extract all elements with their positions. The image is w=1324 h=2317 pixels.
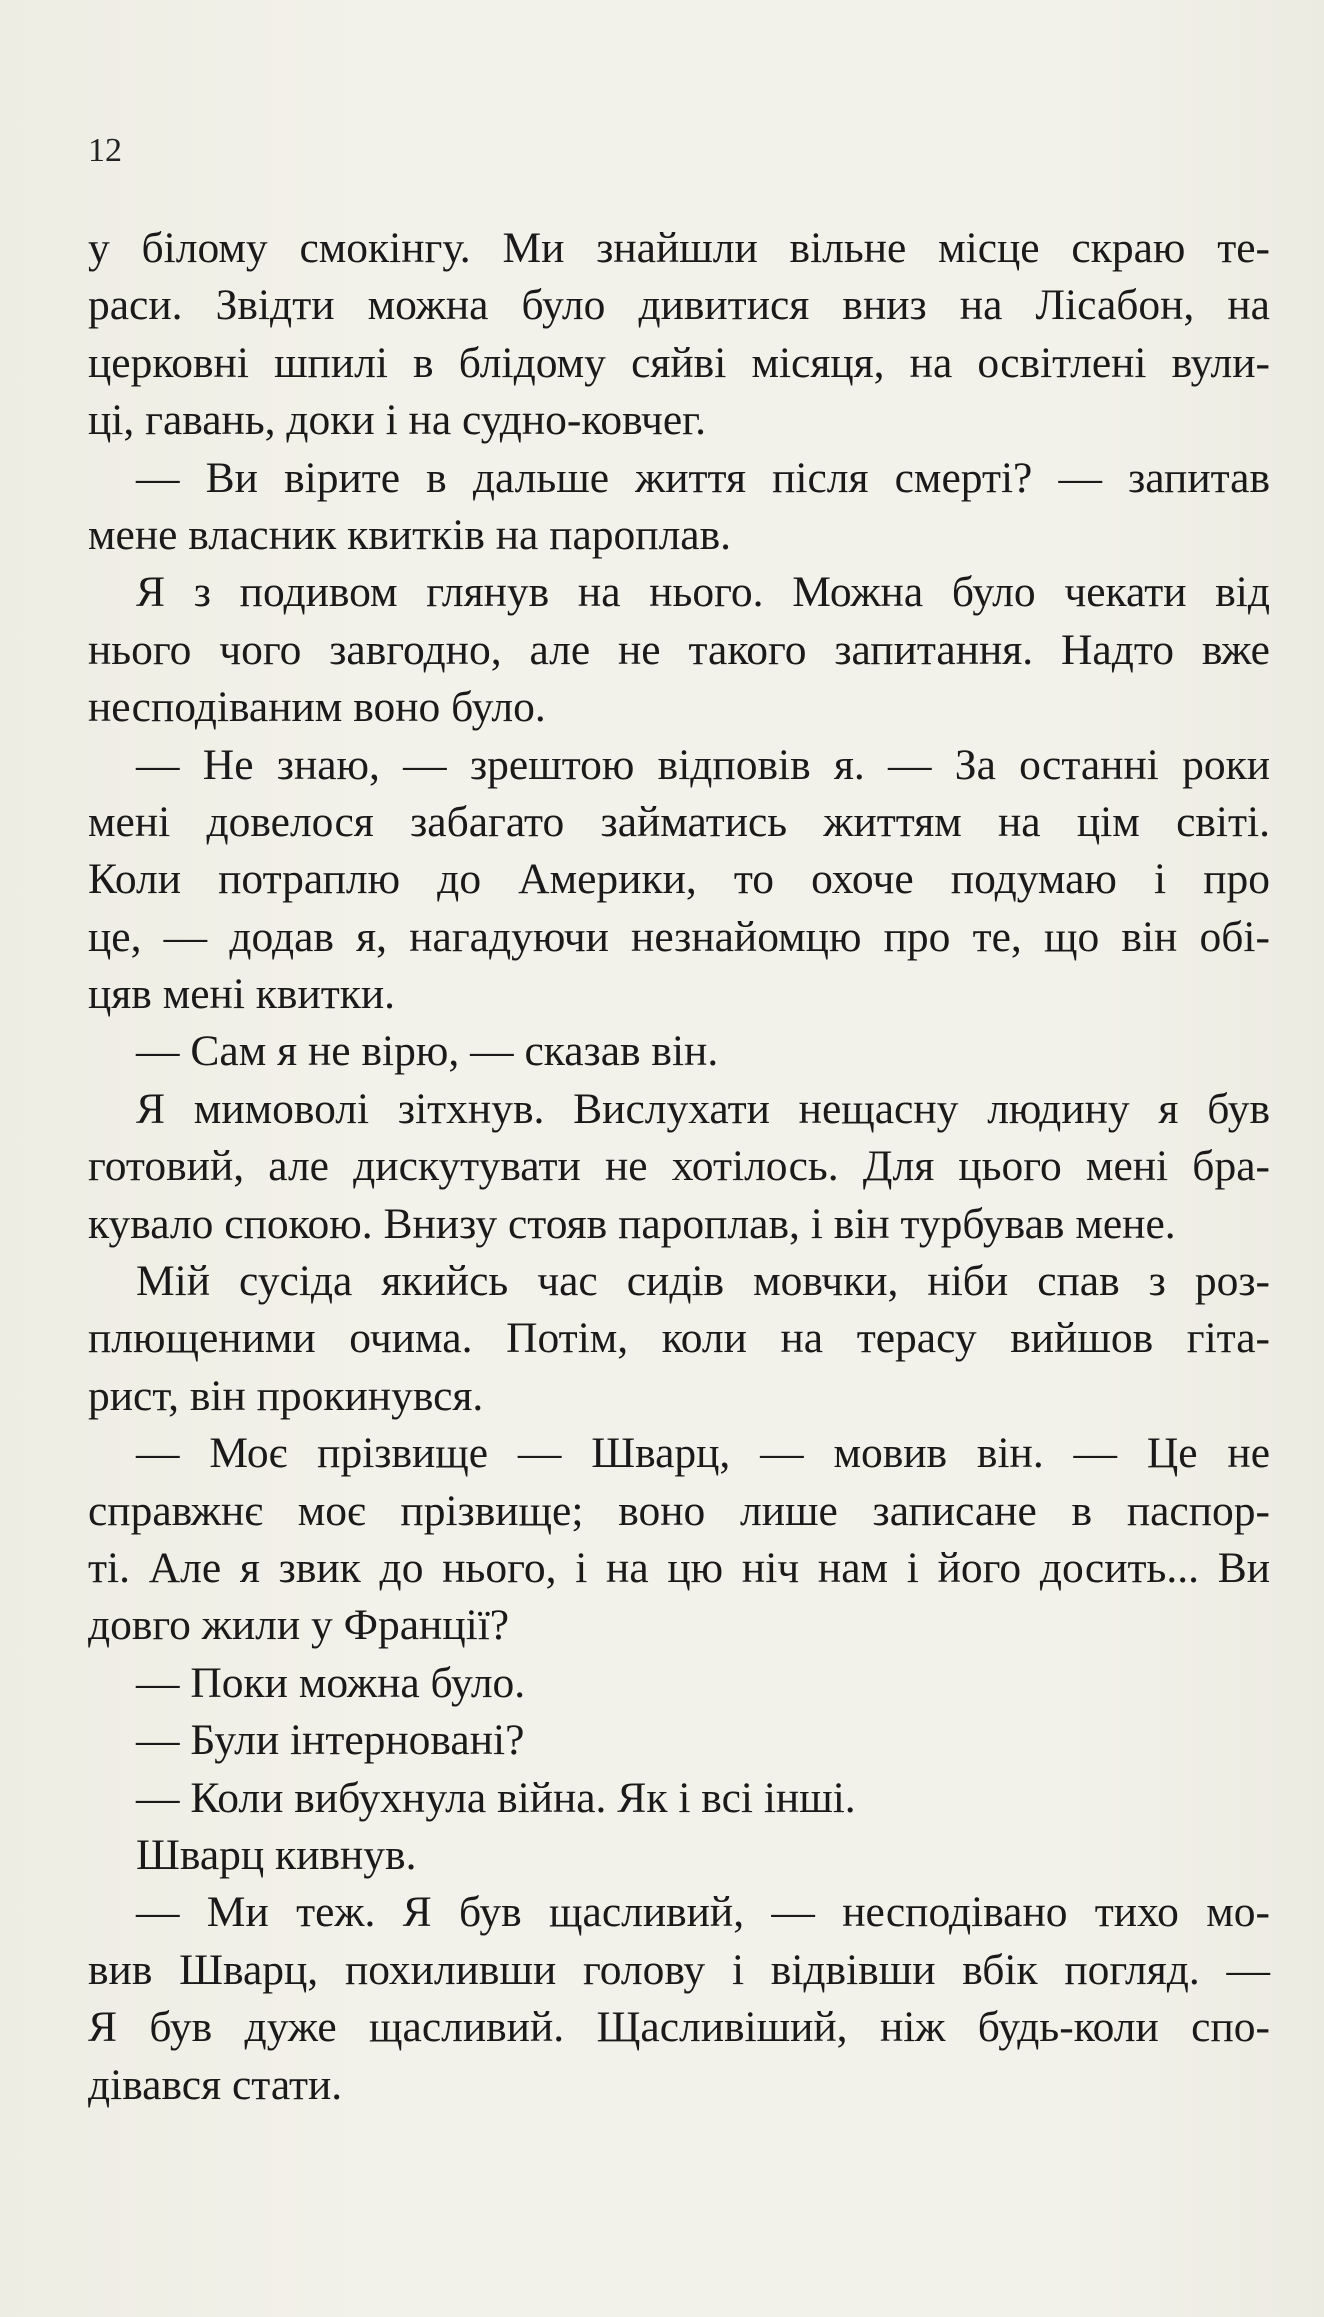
text-line: мені довелося забагато займатись життям на цім світі. [88,797,1270,846]
text-line: Я був дуже щасливий. Щасливіший, ніж будь-коли спо- [88,2003,1270,2052]
text-line: Я з подивом глянув на нього. Можна було чекати від [136,568,1270,617]
text-line: — Коли вибухнула війна. Як і всі інші. [136,1773,856,1822]
text-line: — Моє прізвище — Шварц, — мовив він. — Це не [136,1429,1270,1478]
text-line: це, — додав я, нагадуючи незнайомцю про те, що він обі- [88,912,1270,961]
text-line: у білому смокінгу. Ми знайшли вільне місце скраю те- [88,224,1270,272]
text-line: плющеними очима. Потім, коли на терасу вийшов гіта- [88,1314,1270,1363]
text-line: кувало спокою. Внизу стояв пароплав, і він турбував мене. [88,1199,1176,1248]
text-line: ті. Але я звик до нього, і на цю ніч нам і його досить... Ви [88,1543,1270,1592]
text-line: ці, гавань, доки і на судно-ковчег. [88,396,706,445]
text-line: справжнє моє прізвище; воно лише записане в паспор- [88,1486,1270,1535]
page-number: 12 [88,132,122,169]
text-line: вив Шварц, похиливши голову і відвівши вбік погляд. — [88,1945,1270,1994]
text-line: Я мимоволі зітхнув. Вислухати нещасну людину я був [136,1084,1270,1133]
text-line: — Були інтерновані? [136,1716,525,1765]
text-line: мене власник квитків на пароплав. [88,510,732,559]
text-line: — Сам я не вірю, — сказав він. [136,1027,719,1076]
text-line: Мій сусіда якийсь час сидів мовчки, ніби спав з роз- [136,1257,1270,1306]
text-line: готовий, але дискутувати не хотілось. Для цього мені бра- [88,1142,1270,1191]
text-line: церковні шпилі в блідому сяйві місяця, на освітлені вули- [88,338,1270,387]
body-text [88,220,1270,2114]
text-line: дівався стати. [88,2060,343,2109]
text-line: раси. Звідти можна було дивитися вниз на Лісабон, на [88,281,1270,330]
text-line: — Не знаю, — зрештою відповів я. — За останні роки [136,740,1270,789]
text-line: — Ви вірите в дальше життя після смерті? — запитав [136,453,1270,502]
text-line: — Ми теж. Я був щасливий, — несподівано тихо мо- [136,1888,1270,1937]
text-line: цяв мені квитки. [88,970,396,1019]
text-line: несподіваним воно було. [88,683,546,732]
text-line: рист, він прокинувся. [88,1371,484,1420]
text-line: Шварц кивнув. [136,1830,417,1879]
text-line: нього чого завгодно, але не такого запитання. Надто вже [88,625,1270,674]
text-line: Коли потраплю до Америки, то охоче подумаю і про [88,855,1270,904]
text-line: — Поки можна було. [136,1658,526,1707]
text-line: довго жили у Франції? [88,1601,510,1650]
